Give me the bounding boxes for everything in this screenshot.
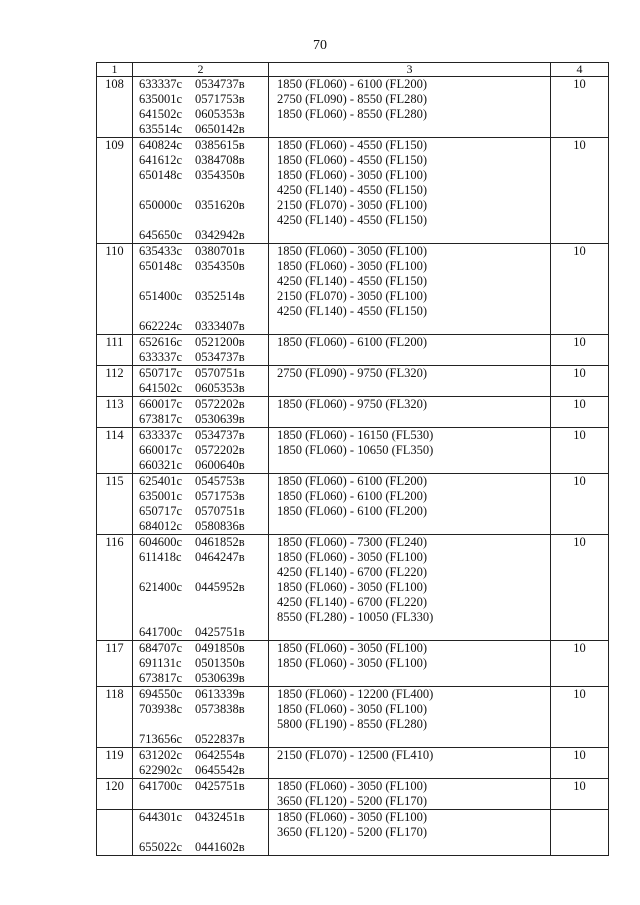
coordinates-cell xyxy=(133,748,269,778)
width-value: 10 xyxy=(573,397,586,411)
longitude: 0432451в xyxy=(195,810,245,824)
altitude-range: 1850 (FL060) - 3050 (FL100) xyxy=(277,244,427,258)
row-number: 108 xyxy=(97,77,133,137)
altitude-range: 4250 (FL140) - 6700 (FL220) xyxy=(277,565,427,579)
latitude: 650148с xyxy=(139,259,183,273)
altitude-range: 4250 (FL140) - 4550 (FL150) xyxy=(277,274,427,288)
width-value: 10 xyxy=(573,366,586,380)
altitude-range xyxy=(277,228,550,243)
header-col-3: 3 xyxy=(269,63,551,76)
row-number xyxy=(97,810,133,855)
longitude: 0521200в xyxy=(195,335,245,349)
row-number: 110 xyxy=(97,244,133,334)
latitude: 651400с xyxy=(139,289,183,303)
altitude-range: 2750 (FL090) - 9750 (FL320) xyxy=(277,366,427,380)
latitude: 625401с xyxy=(139,474,183,488)
altitude-range: 1850 (FL060) - 3050 (FL100) xyxy=(277,779,427,793)
altitude-range: 4250 (FL140) - 4550 (FL150) xyxy=(277,213,427,227)
altitude-range: 4250 (FL140) - 6700 (FL220) xyxy=(277,595,427,609)
latitude: 640824с xyxy=(139,138,183,152)
routes-table xyxy=(96,62,609,856)
latitude: 641502с xyxy=(139,381,183,395)
coordinate-line xyxy=(139,274,268,289)
altitude-cell xyxy=(269,335,551,365)
longitude: 0425751в xyxy=(195,625,245,639)
coordinate-line xyxy=(139,122,268,137)
latitude: 684012с xyxy=(139,519,183,533)
latitude: 691131с xyxy=(139,656,182,670)
coordinate-line xyxy=(139,535,268,550)
altitude-range: 1850 (FL060) - 3050 (FL100) xyxy=(277,641,427,655)
latitude: 650000с xyxy=(139,198,183,212)
longitude: 0384708в xyxy=(195,153,245,167)
coordinate-line xyxy=(139,489,268,504)
coordinate-line xyxy=(139,748,268,763)
longitude: 0545753в xyxy=(195,474,245,488)
altitude-range: 2150 (FL070) - 3050 (FL100) xyxy=(277,289,427,303)
latitude: 673817с xyxy=(139,671,183,685)
latitude: 621400с xyxy=(139,580,183,594)
coordinate-line xyxy=(139,840,268,855)
coordinate-line xyxy=(139,825,268,840)
coordinate-line xyxy=(139,77,268,92)
coordinates-cell xyxy=(133,335,269,365)
altitude-range xyxy=(277,381,550,396)
coordinate-line xyxy=(139,213,268,228)
width-value: 10 xyxy=(573,641,586,655)
width-value: 10 xyxy=(573,77,586,91)
longitude: 0573838в xyxy=(195,702,245,716)
longitude: 0522837в xyxy=(195,732,245,746)
coordinate-line xyxy=(139,671,268,686)
longitude: 0354350в xyxy=(195,168,245,182)
row-number: 113 xyxy=(97,397,133,427)
table-row xyxy=(96,534,609,640)
altitude-range xyxy=(277,763,550,778)
coordinate-line xyxy=(139,610,268,625)
width-value: 10 xyxy=(573,779,586,793)
altitude-range: 1850 (FL060) - 6100 (FL200) xyxy=(277,489,427,503)
coordinate-line xyxy=(139,107,268,122)
altitude-range: 1850 (FL060) - 9750 (FL320) xyxy=(277,397,427,411)
coordinates-cell xyxy=(133,779,269,809)
row-number: 120 xyxy=(97,779,133,809)
altitude-range: 1850 (FL060) - 3050 (FL100) xyxy=(277,580,427,594)
row-number: 109 xyxy=(97,138,133,243)
latitude: 660017с xyxy=(139,397,183,411)
altitude-range: 2150 (FL070) - 3050 (FL100) xyxy=(277,198,427,212)
coordinate-line xyxy=(139,810,268,825)
altitude-range: 1850 (FL060) - 3050 (FL100) xyxy=(277,168,427,182)
coordinates-cell xyxy=(133,535,269,640)
coordinate-line xyxy=(139,92,268,107)
longitude: 0380701в xyxy=(195,244,245,258)
latitude: 635001с xyxy=(139,489,183,503)
coordinate-line xyxy=(139,656,268,671)
longitude: 0572202в xyxy=(195,443,245,457)
coordinate-line xyxy=(139,641,268,656)
latitude: 650717с xyxy=(139,366,183,380)
latitude: 673817с xyxy=(139,412,183,426)
altitude-range: 1850 (FL060) - 3050 (FL100) xyxy=(277,259,427,273)
altitude-range: 2150 (FL070) - 12500 (FL410) xyxy=(277,748,434,762)
table-row xyxy=(96,809,609,856)
altitude-range: 1850 (FL060) - 8550 (FL280) xyxy=(277,107,427,121)
table-row xyxy=(96,778,609,809)
coordinate-line xyxy=(139,428,268,443)
altitude-cell xyxy=(269,779,551,809)
latitude: 633337с xyxy=(139,350,183,364)
longitude: 0571753в xyxy=(195,489,245,503)
latitude: 633337с xyxy=(139,77,183,91)
longitude: 0441602в xyxy=(195,840,245,854)
altitude-range: 1850 (FL060) - 3050 (FL100) xyxy=(277,550,427,564)
altitude-cell xyxy=(269,748,551,778)
altitude-cell xyxy=(269,474,551,534)
latitude: 655022с xyxy=(139,840,183,854)
row-number: 118 xyxy=(97,687,133,747)
altitude-cell xyxy=(269,535,551,640)
coordinate-line xyxy=(139,350,268,365)
table-row xyxy=(96,76,609,137)
altitude-range: 8550 (FL280) - 10050 (FL330) xyxy=(277,610,434,624)
coordinate-line xyxy=(139,443,268,458)
latitude: 635001с xyxy=(139,92,183,106)
longitude: 0605353в xyxy=(195,381,245,395)
latitude: 635433с xyxy=(139,244,183,258)
coordinate-line xyxy=(139,504,268,519)
table-header-row xyxy=(96,62,609,76)
altitude-range: 1850 (FL060) - 3050 (FL100) xyxy=(277,810,427,824)
coordinates-cell xyxy=(133,428,269,473)
table-row xyxy=(96,686,609,747)
width-value: 10 xyxy=(573,428,586,442)
table-row xyxy=(96,137,609,243)
longitude: 0534737в xyxy=(195,77,245,91)
latitude: 645650с xyxy=(139,228,183,242)
coordinate-line xyxy=(139,168,268,183)
row-number: 111 xyxy=(97,335,133,365)
altitude-range xyxy=(277,122,550,137)
coordinate-line xyxy=(139,304,268,319)
latitude: 641502с xyxy=(139,107,183,121)
coordinate-line xyxy=(139,319,268,334)
coordinate-line xyxy=(139,335,268,350)
altitude-range xyxy=(277,840,550,855)
latitude: 713656с xyxy=(139,732,183,746)
altitude-range: 3650 (FL120) - 5200 (FL170) xyxy=(277,794,427,808)
altitude-cell xyxy=(269,366,551,396)
width-value: 10 xyxy=(573,535,586,549)
longitude: 0461852в xyxy=(195,535,245,549)
coordinates-cell xyxy=(133,366,269,396)
altitude-range: 2750 (FL090) - 8550 (FL280) xyxy=(277,92,427,106)
width-value: 10 xyxy=(573,335,586,349)
altitude-range xyxy=(277,732,550,747)
row-number: 116 xyxy=(97,535,133,640)
table-row xyxy=(96,365,609,396)
altitude-range: 4250 (FL140) - 4550 (FL150) xyxy=(277,304,427,318)
coordinate-line xyxy=(139,397,268,412)
longitude: 0613339в xyxy=(195,687,245,701)
altitude-range: 1850 (FL060) - 4550 (FL150) xyxy=(277,153,427,167)
longitude: 0333407в xyxy=(195,319,245,333)
altitude-cell xyxy=(269,428,551,473)
table-row xyxy=(96,747,609,778)
altitude-range: 5800 (FL190) - 8550 (FL280) xyxy=(277,717,427,731)
latitude: 662224с xyxy=(139,319,183,333)
header-col-4: 4 xyxy=(576,62,583,76)
latitude: 631202с xyxy=(139,748,183,762)
longitude: 0530639в xyxy=(195,671,245,685)
altitude-range: 1850 (FL060) - 6100 (FL200) xyxy=(277,77,427,91)
coordinates-cell xyxy=(133,810,269,855)
latitude: 622902с xyxy=(139,763,183,777)
coordinate-line xyxy=(139,259,268,274)
width-value xyxy=(551,810,608,855)
coordinate-line xyxy=(139,732,268,747)
altitude-cell xyxy=(269,810,551,855)
coordinates-cell xyxy=(133,474,269,534)
altitude-range xyxy=(277,412,550,427)
longitude: 0534737в xyxy=(195,428,245,442)
row-number: 115 xyxy=(97,474,133,534)
coordinates-cell xyxy=(133,687,269,747)
coordinate-line xyxy=(139,474,268,489)
longitude: 0491850в xyxy=(195,641,245,655)
coordinate-line xyxy=(139,198,268,213)
longitude: 0570751в xyxy=(195,366,245,380)
coordinate-line xyxy=(139,519,268,534)
longitude: 0342942в xyxy=(195,228,245,242)
page-number: 70 xyxy=(313,38,327,53)
row-number: 117 xyxy=(97,641,133,686)
altitude-range xyxy=(277,625,550,640)
coordinate-line xyxy=(139,565,268,580)
coordinate-line xyxy=(139,717,268,732)
altitude-range: 1850 (FL060) - 7300 (FL240) xyxy=(277,535,427,549)
latitude: 641612с xyxy=(139,153,183,167)
table-body xyxy=(96,76,609,856)
altitude-range: 1850 (FL060) - 3050 (FL100) xyxy=(277,702,427,716)
latitude: 660017с xyxy=(139,443,183,457)
row-number: 112 xyxy=(97,366,133,396)
altitude-range: 1850 (FL060) - 3050 (FL100) xyxy=(277,656,427,670)
altitude-cell xyxy=(269,397,551,427)
longitude: 0580836в xyxy=(195,519,245,533)
row-number: 119 xyxy=(97,748,133,778)
altitude-cell xyxy=(269,138,551,243)
latitude: 641700с xyxy=(139,779,183,793)
altitude-cell xyxy=(269,77,551,137)
altitude-range xyxy=(277,319,550,334)
table-row xyxy=(96,243,609,334)
longitude: 0572202в xyxy=(195,397,245,411)
coordinate-line xyxy=(139,366,268,381)
table-row xyxy=(96,473,609,534)
altitude-range: 4250 (FL140) - 4550 (FL150) xyxy=(277,183,427,197)
coordinate-line xyxy=(139,794,268,809)
width-value: 10 xyxy=(573,474,586,488)
width-value: 10 xyxy=(573,138,586,152)
coordinate-line xyxy=(139,687,268,702)
latitude: 652616с xyxy=(139,335,183,349)
longitude: 0605353в xyxy=(195,107,245,121)
altitude-range: 1850 (FL060) - 4550 (FL150) xyxy=(277,138,427,152)
altitude-range xyxy=(277,458,550,473)
width-value: 10 xyxy=(573,748,586,762)
width-value: 10 xyxy=(573,244,586,258)
longitude: 0385615в xyxy=(195,138,245,152)
header-col-1: 1 xyxy=(97,63,133,76)
longitude: 0464247в xyxy=(195,550,245,564)
altitude-range: 1850 (FL060) - 10650 (FL350) xyxy=(277,443,434,457)
longitude: 0530639в xyxy=(195,412,245,426)
coordinate-line xyxy=(139,381,268,396)
coordinate-line xyxy=(139,138,268,153)
longitude: 0645542в xyxy=(195,763,245,777)
table-row xyxy=(96,640,609,686)
altitude-range xyxy=(277,519,550,534)
coordinate-line xyxy=(139,153,268,168)
coordinate-line xyxy=(139,228,268,243)
longitude: 0351620в xyxy=(195,198,245,212)
coordinates-cell xyxy=(133,397,269,427)
altitude-range xyxy=(277,671,550,686)
coordinate-line xyxy=(139,412,268,427)
altitude-range: 1850 (FL060) - 12200 (FL400) xyxy=(277,687,434,701)
altitude-range xyxy=(277,350,550,365)
altitude-range: 1850 (FL060) - 6100 (FL200) xyxy=(277,474,427,488)
latitude: 611418с xyxy=(139,550,182,564)
altitude-range: 1850 (FL060) - 6100 (FL200) xyxy=(277,504,427,518)
coordinate-line xyxy=(139,625,268,640)
coordinate-line xyxy=(139,595,268,610)
coordinates-cell xyxy=(133,138,269,243)
latitude: 604600с xyxy=(139,535,183,549)
longitude: 0425751в xyxy=(195,779,245,793)
latitude: 660321с xyxy=(139,458,183,472)
latitude: 684707с xyxy=(139,641,183,655)
coordinate-line xyxy=(139,458,268,473)
row-number: 114 xyxy=(97,428,133,473)
latitude: 633337с xyxy=(139,428,183,442)
altitude-cell xyxy=(269,641,551,686)
longitude: 0650142в xyxy=(195,122,245,136)
latitude: 650717с xyxy=(139,504,183,518)
longitude: 0642554в xyxy=(195,748,245,762)
longitude: 0534737в xyxy=(195,350,245,364)
width-value: 10 xyxy=(573,687,586,701)
coordinates-cell xyxy=(133,244,269,334)
coordinate-line xyxy=(139,244,268,259)
longitude: 0571753в xyxy=(195,92,245,106)
coordinate-line xyxy=(139,183,268,198)
altitude-cell xyxy=(269,687,551,747)
coordinates-cell xyxy=(133,77,269,137)
longitude: 0352514в xyxy=(195,289,245,303)
coordinate-line xyxy=(139,779,268,794)
latitude: 703938с xyxy=(139,702,183,716)
altitude-cell xyxy=(269,244,551,334)
latitude: 641700с xyxy=(139,625,183,639)
latitude: 694550с xyxy=(139,687,183,701)
longitude: 0445952в xyxy=(195,580,245,594)
header-col-2: 2 xyxy=(133,63,269,76)
coordinate-line xyxy=(139,580,268,595)
coordinate-line xyxy=(139,289,268,304)
table-row xyxy=(96,396,609,427)
latitude: 644301с xyxy=(139,810,183,824)
longitude: 0354350в xyxy=(195,259,245,273)
coordinates-cell xyxy=(133,641,269,686)
longitude: 0570751в xyxy=(195,504,245,518)
table-row xyxy=(96,334,609,365)
latitude: 635514с xyxy=(139,122,183,136)
table-row xyxy=(96,427,609,473)
coordinate-line xyxy=(139,550,268,565)
latitude: 650148с xyxy=(139,168,183,182)
coordinate-line xyxy=(139,763,268,778)
longitude: 0600640в xyxy=(195,458,245,472)
altitude-range: 1850 (FL060) - 6100 (FL200) xyxy=(277,335,427,349)
longitude: 0501350в xyxy=(195,656,245,670)
altitude-range: 3650 (FL120) - 5200 (FL170) xyxy=(277,825,427,839)
altitude-range: 1850 (FL060) - 16150 (FL530) xyxy=(277,428,434,442)
coordinate-line xyxy=(139,702,268,717)
